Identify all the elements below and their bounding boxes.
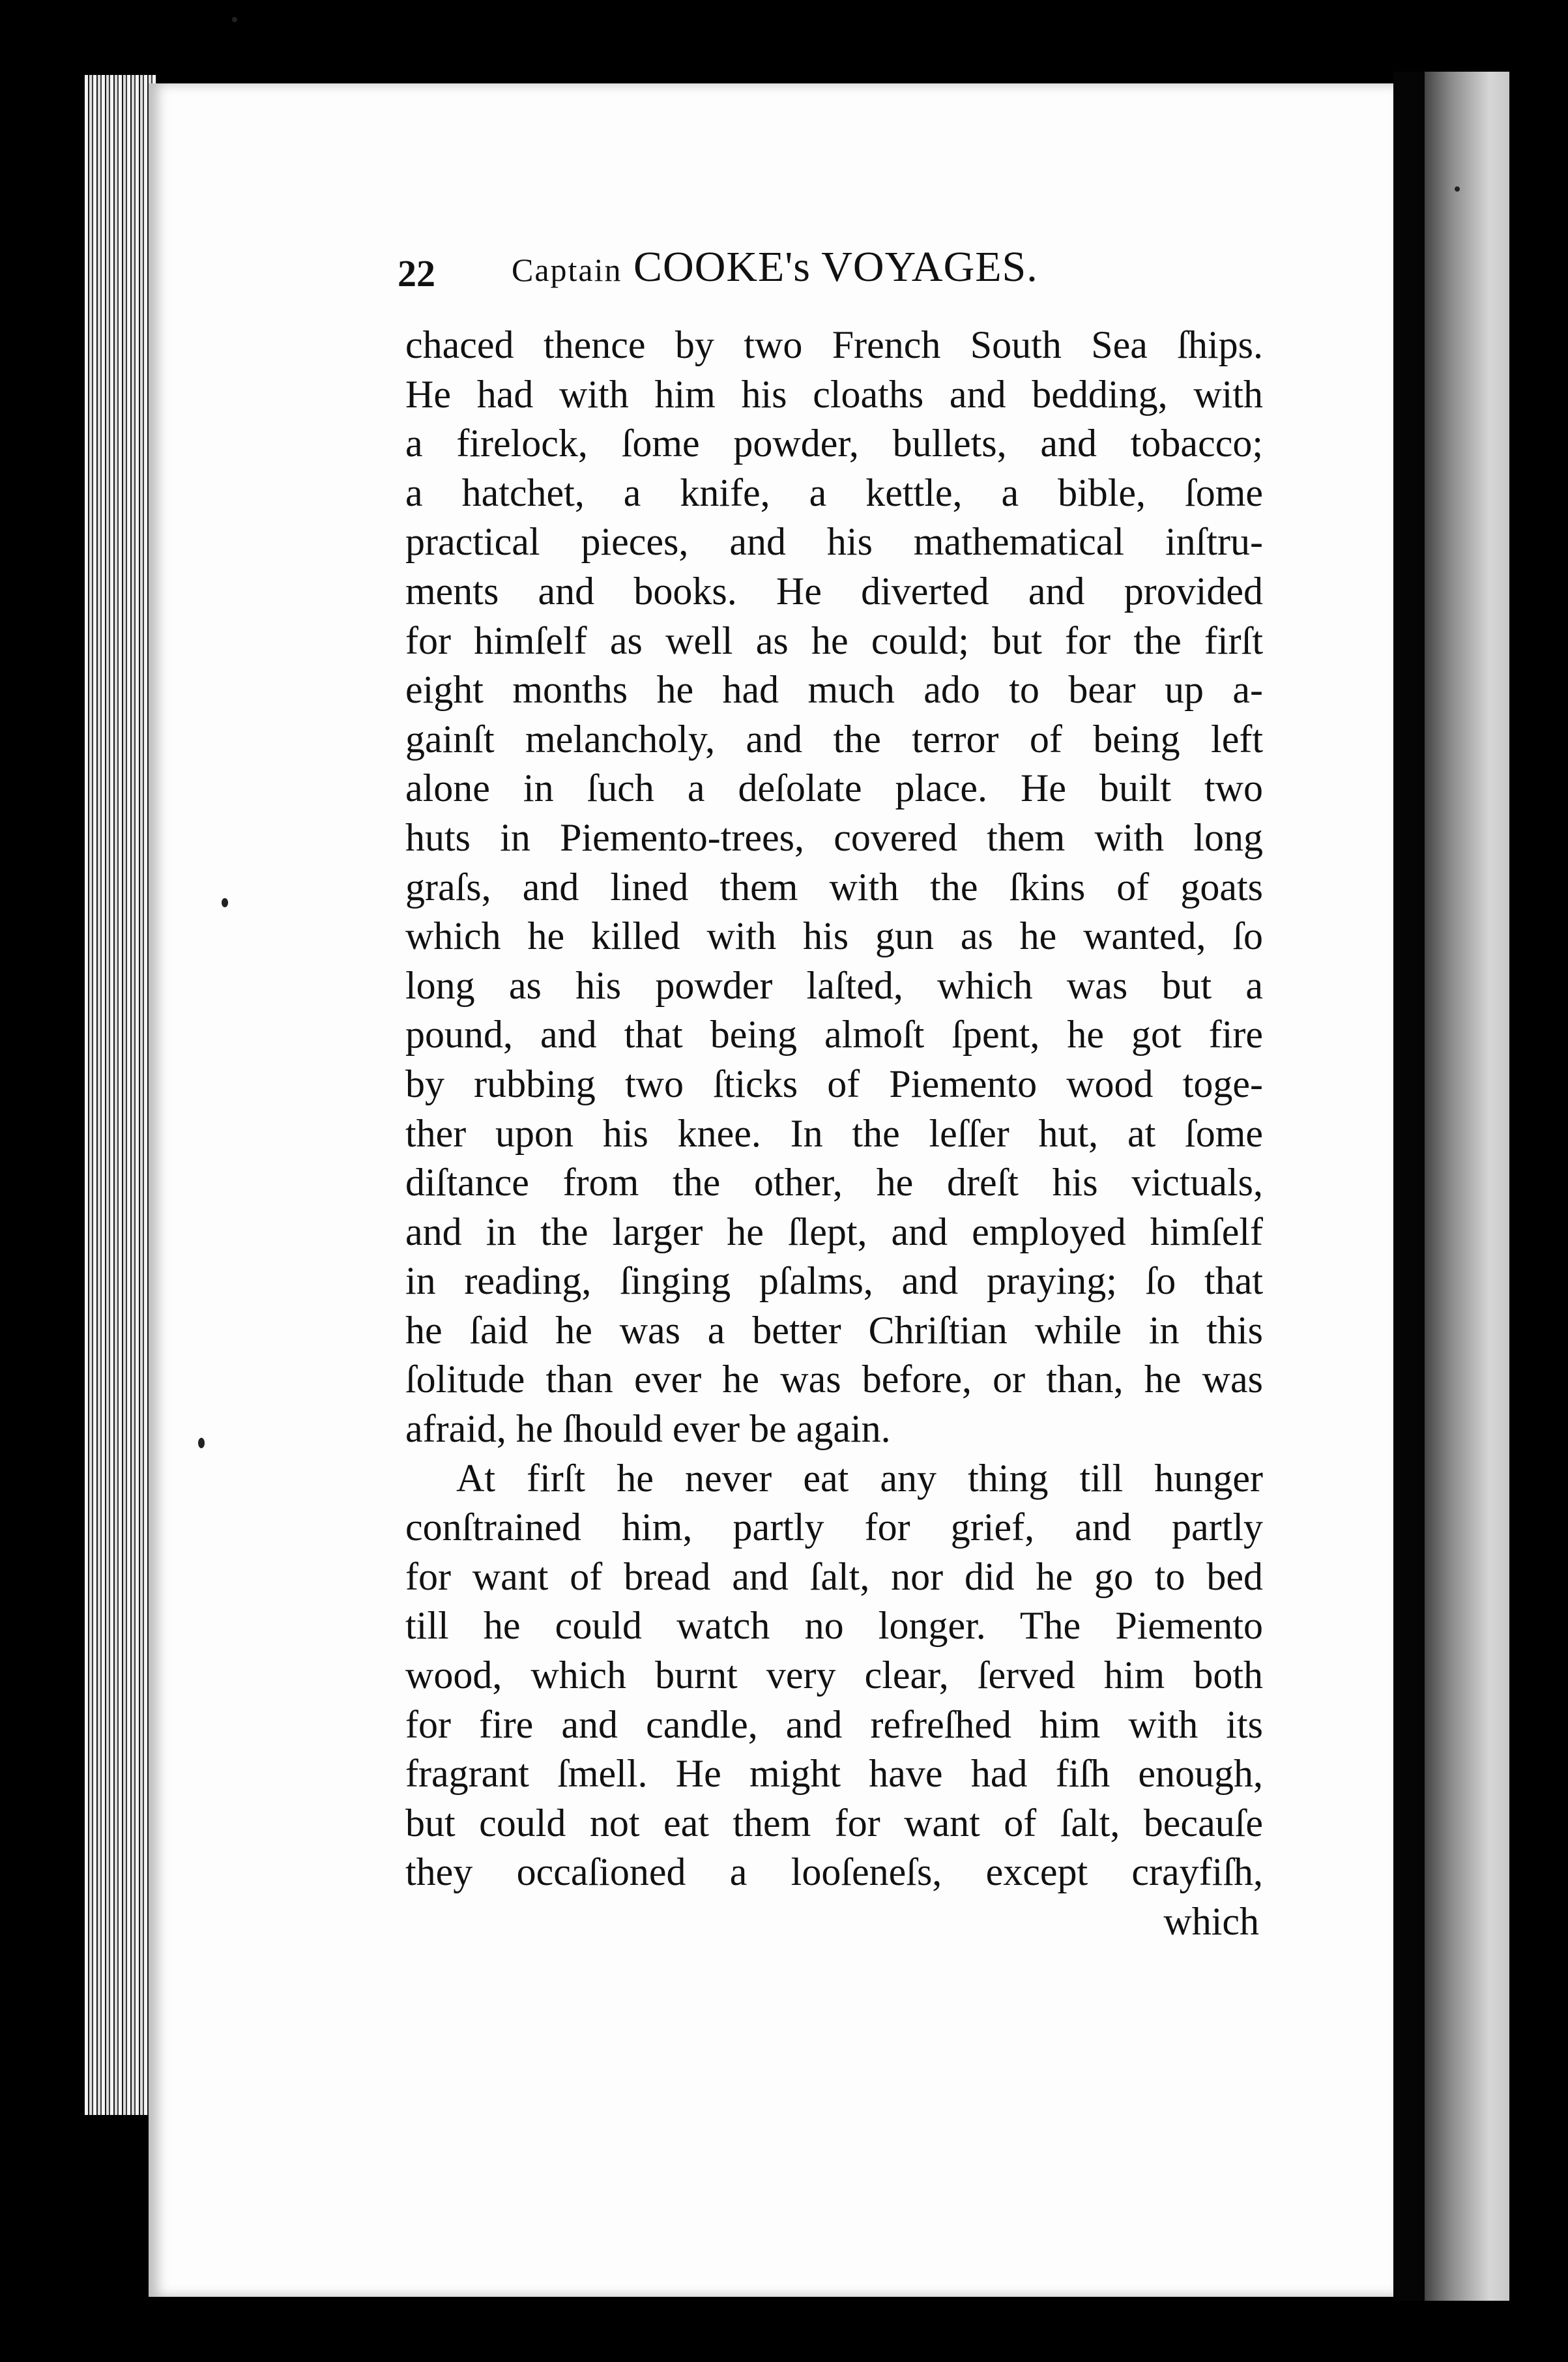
text-line: ments and books. He diverted and provided xyxy=(405,569,1263,613)
text-line: for himſelf as well as he could; but for the firſt xyxy=(405,619,1263,662)
running-title-captain: Captain xyxy=(512,252,622,288)
text-line-paragraph-end: afraid, he ſhould ever be again. xyxy=(405,1407,891,1451)
text-line: chaced thence by two French South Sea ſhips. xyxy=(405,323,1263,366)
text-line: practical pieces, and his mathematical inſtru- xyxy=(405,520,1263,564)
text-line: he ſaid he was a better Chriſtian while in this xyxy=(405,1308,1263,1352)
catchword: which xyxy=(1163,1900,1259,1943)
text-line: till he could watch no longer. The Piemento xyxy=(405,1604,1263,1648)
ink-speck xyxy=(232,17,237,22)
text-line: huts in Piemento-trees, covered them with long xyxy=(405,815,1263,859)
text-line: alone in ſuch a deſolate place. He built two xyxy=(405,766,1263,810)
text-line: conſtrained him, partly for grief, and partly xyxy=(405,1506,1263,1549)
text-line: long as his powder laſted, which was but a xyxy=(405,963,1263,1007)
running-title xyxy=(512,242,1038,292)
text-line: and in the larger he ſlept, and employed himſelf xyxy=(405,1210,1263,1253)
page-number: 22 xyxy=(398,252,435,295)
ink-speck xyxy=(198,1438,205,1448)
text-line: a firelock, ſome powder, bullets, and tobacco; xyxy=(405,422,1263,465)
text-line: they occaſioned a looſeneſs, except crayfiſh, xyxy=(405,1850,1263,1894)
running-title-rest: COOKE's VOYAGES. xyxy=(633,243,1038,291)
text-line: a hatchet, a knife, a kettle, a bible, ſome xyxy=(405,471,1263,514)
text-line: graſs, and lined them with the ſkins of goats xyxy=(405,865,1263,909)
text-line: He had with him his cloaths and bedding, with xyxy=(405,372,1263,416)
gutter-shadow xyxy=(1393,72,1425,2301)
facing-page-edge xyxy=(1425,72,1509,2301)
text-line: which he killed with his gun as he wanted, ſo xyxy=(405,914,1263,958)
text-line-paragraph-start: At firſt he never eat any thing till hunger xyxy=(456,1456,1263,1500)
text-line: in reading, ſinging pſalms, and praying; ſo that xyxy=(405,1259,1263,1303)
text-line: fragrant ſmell. He might have had fiſh enough, xyxy=(405,1752,1263,1796)
text-line: pound, and that being almoſt ſpent, he got fire xyxy=(405,1013,1263,1057)
text-line: for fire and candle, and refreſhed him with its xyxy=(405,1702,1263,1746)
text-line: ſolitude than ever he was before, or than, he was xyxy=(405,1358,1263,1401)
running-header xyxy=(398,242,1245,314)
text-line: wood, which burnt very clear, ſerved him both xyxy=(405,1654,1263,1697)
text-line: for want of bread and ſalt, nor did he go to bed xyxy=(405,1554,1263,1598)
text-line: eight months he had much ado to bear up a- xyxy=(405,668,1263,712)
ink-speck xyxy=(1455,186,1460,192)
page-edges xyxy=(85,75,156,2115)
text-line: but could not eat them for want of ſalt, becauſe xyxy=(405,1801,1263,1844)
text-line: by rubbing two ſticks of Piemento wood toge- xyxy=(405,1062,1263,1105)
text-line: diſtance from the other, he dreſt his victuals, xyxy=(405,1161,1263,1204)
text-line: ther upon his knee. In the leſſer hut, at ſome xyxy=(405,1111,1263,1155)
body-text xyxy=(405,321,1263,1947)
text-line: gainſt melancholy, and the terror of being left xyxy=(405,717,1263,761)
ink-speck xyxy=(222,898,228,907)
